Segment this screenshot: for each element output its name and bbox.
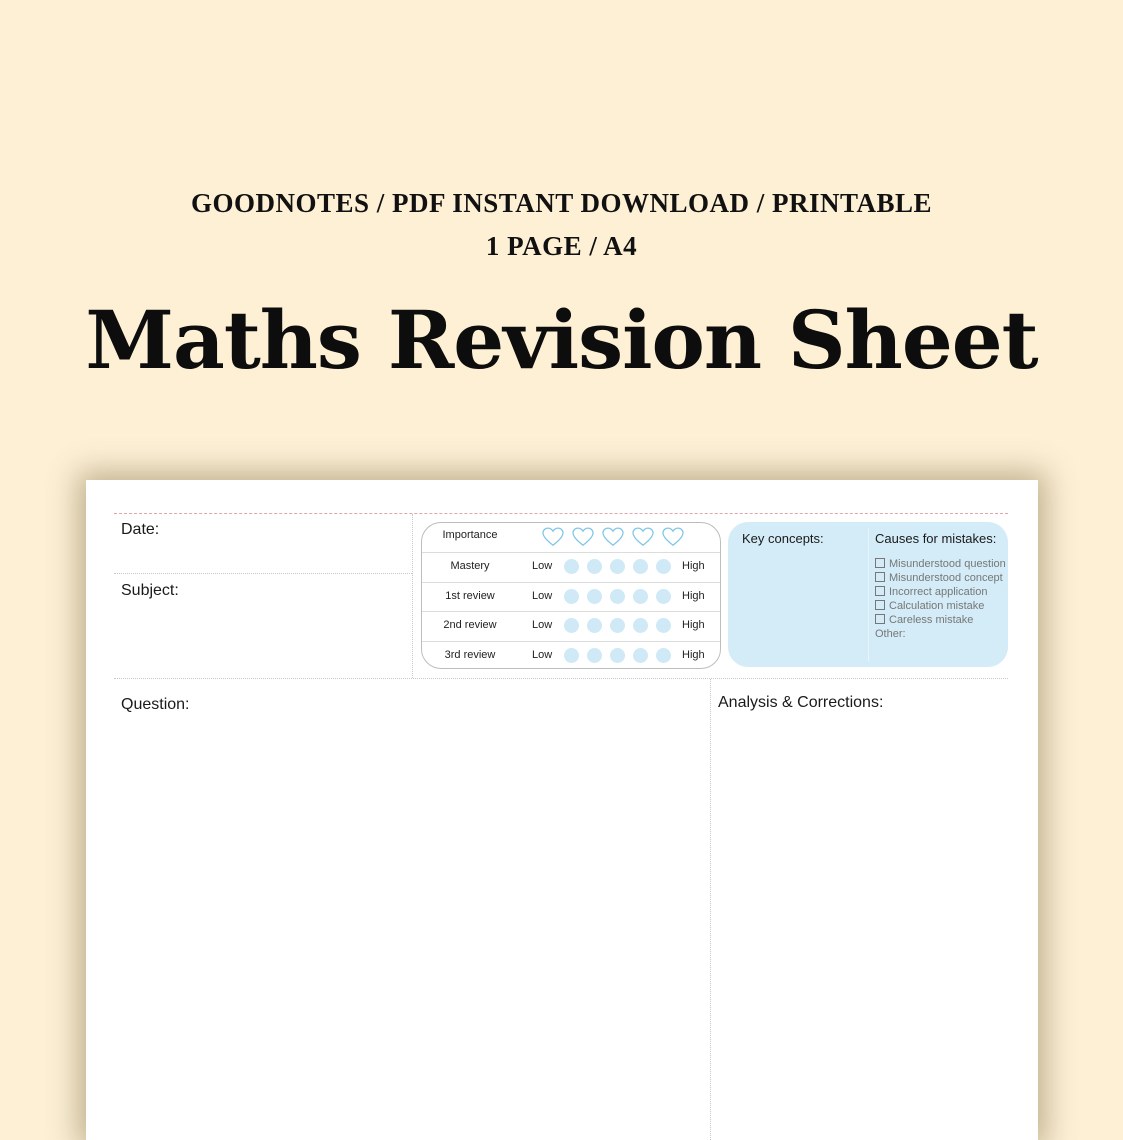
revision-sheet bbox=[86, 480, 1038, 1140]
rating-dot[interactable] bbox=[633, 589, 648, 604]
cause-label: Misunderstood concept bbox=[889, 572, 1003, 584]
rating-dot[interactable] bbox=[564, 618, 579, 633]
checkbox-icon[interactable] bbox=[875, 600, 885, 610]
rating-dot[interactable] bbox=[633, 648, 648, 663]
cause-label: Incorrect application bbox=[889, 586, 988, 598]
page-title: Maths Revision Sheet bbox=[85, 293, 1038, 387]
rating-dot[interactable] bbox=[587, 648, 602, 663]
top-divider bbox=[114, 513, 1008, 514]
rating-dot[interactable] bbox=[564, 648, 579, 663]
rating-row-label: 1st review bbox=[445, 589, 495, 602]
page-size-line: 1 PAGE / A4 bbox=[485, 231, 638, 261]
rating-dot[interactable] bbox=[610, 618, 625, 633]
cause-label: Calculation mistake bbox=[889, 600, 985, 612]
cause-item[interactable] bbox=[875, 572, 1003, 584]
rating-row bbox=[422, 552, 720, 582]
heart-icon[interactable] bbox=[632, 527, 654, 547]
cause-label: Misunderstood question bbox=[889, 558, 1006, 570]
analysis-label: Analysis & Corrections: bbox=[718, 694, 884, 711]
checkbox-icon[interactable] bbox=[875, 614, 885, 624]
low-label: Low bbox=[532, 619, 553, 631]
header-vertical-divider bbox=[412, 514, 413, 678]
high-label: High bbox=[682, 648, 705, 661]
rating-dot[interactable] bbox=[656, 589, 671, 604]
rating-dot[interactable] bbox=[610, 648, 625, 663]
rating-row bbox=[422, 582, 720, 612]
rating-dot[interactable] bbox=[587, 559, 602, 574]
rating-dot[interactable] bbox=[656, 648, 671, 663]
rating-dot[interactable] bbox=[656, 618, 671, 633]
rating-dot[interactable] bbox=[610, 589, 625, 604]
rating-row bbox=[422, 611, 720, 641]
causes-label: Causes for mistakes: bbox=[875, 531, 997, 546]
key-concepts-label: Key concepts: bbox=[742, 531, 824, 546]
other-label: Other: bbox=[875, 628, 906, 640]
heart-icon[interactable] bbox=[572, 527, 594, 547]
cause-item[interactable] bbox=[875, 586, 987, 598]
rating-dot[interactable] bbox=[610, 559, 625, 574]
date-label: Date: bbox=[121, 521, 160, 538]
rating-row bbox=[422, 641, 720, 670]
question-label: Question: bbox=[121, 696, 190, 713]
cause-item[interactable] bbox=[875, 600, 984, 612]
rating-dot[interactable] bbox=[656, 559, 671, 574]
rating-dot[interactable] bbox=[564, 589, 579, 604]
high-label: High bbox=[682, 619, 705, 631]
rating-dot[interactable] bbox=[587, 589, 602, 604]
rating-row-label: 3rd review bbox=[444, 648, 496, 661]
importance-label: Importance bbox=[442, 529, 498, 541]
rating-row-label: 2nd review bbox=[443, 619, 497, 631]
checkbox-icon[interactable] bbox=[875, 572, 885, 582]
rating-row-label: Mastery bbox=[450, 560, 490, 572]
rating-dot[interactable] bbox=[587, 618, 602, 633]
low-label: Low bbox=[532, 648, 553, 661]
rating-dot[interactable] bbox=[564, 559, 579, 574]
concepts-mistakes-panel bbox=[728, 522, 1008, 667]
importance-row bbox=[422, 523, 720, 552]
heart-icon[interactable] bbox=[602, 527, 624, 547]
middle-divider bbox=[114, 678, 1008, 679]
ratings-panel bbox=[421, 522, 721, 669]
rating-dot[interactable] bbox=[633, 559, 648, 574]
date-divider bbox=[114, 573, 412, 574]
heart-icon[interactable] bbox=[662, 527, 684, 547]
cause-item[interactable] bbox=[875, 558, 1006, 570]
cause-item[interactable] bbox=[875, 614, 973, 626]
low-label: Low bbox=[532, 560, 553, 572]
body-vertical-divider bbox=[710, 679, 711, 1140]
heart-icon[interactable] bbox=[542, 527, 564, 547]
high-label: High bbox=[682, 589, 705, 602]
rating-dot[interactable] bbox=[633, 618, 648, 633]
format-line: GOODNOTES / PDF INSTANT DOWNLOAD / PRINTABLE bbox=[190, 188, 933, 218]
checkbox-icon[interactable] bbox=[875, 558, 885, 568]
subject-label: Subject: bbox=[121, 582, 179, 599]
panel-divider bbox=[868, 528, 869, 661]
checkbox-icon[interactable] bbox=[875, 586, 885, 596]
high-label: High bbox=[682, 560, 705, 572]
cause-label: Careless mistake bbox=[889, 614, 974, 626]
low-label: Low bbox=[532, 589, 553, 602]
